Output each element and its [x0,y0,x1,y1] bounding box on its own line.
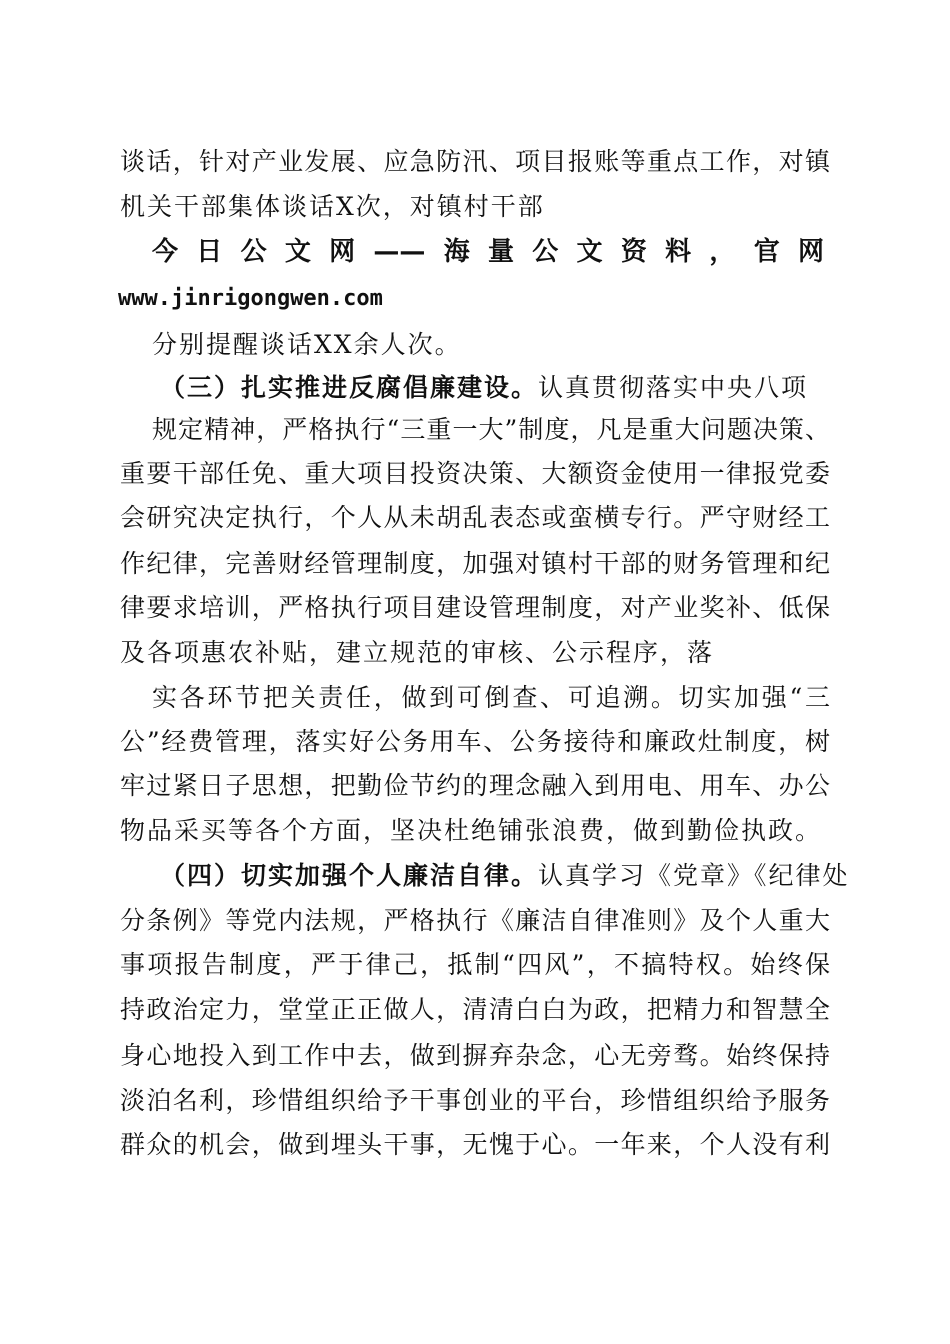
section-3-continuation-line: 公”经费管理，落实好公务用车、公务接待和廉政灶制度，树 [120,727,830,756]
section-3-line: 会研究决定执行，个人从未胡乱表态或蛮横专行。严守财经工 [120,503,830,532]
section-4-line: 事项报告制度，严于律己，抵制“四风”，不搞特权。始终保 [120,950,830,979]
section-3-line: 重要干部任免、重大项目投资决策、大额资金使用一律报党委 [120,459,830,488]
watermark-banner: 今日公文网——海量公文资料，官网 [152,237,824,267]
watermark-url: www.jinrigongwen.com [118,286,383,311]
section-3-continuation-line: 牢过紧日子思想，把勤俭节约的理念融入到用电、用车、办公 [120,771,830,800]
paragraph-1-line-1: 谈话，针对产业发展、应急防汛、项目报账等重点工作，对镇 [120,147,830,176]
section-3-continuation-line: 实各环节把关责任，做到可倒查、可追溯。切实加强“三 [152,683,830,712]
section-4-line: 持政治定力，堂堂正正做人，清清白白为政，把精力和智慧全 [120,995,830,1024]
section-4-heading-rest: 认真学习《党章》《纪律处 [538,861,850,890]
section-3-line: 及各项惠农补贴，建立规范的审核、公示程序，落 [120,638,715,667]
section-3-continuation-line: 物品采买等各个方面，坚决杜绝铺张浪费，做到勤俭执政。 [120,816,823,845]
section-4-line: 身心地投入到工作中去，做到摒弃杂念，心无旁骛。始终保持 [120,1041,830,1070]
section-4-line: 分条例》等党内法规，严格执行《廉洁自律准则》及个人重大 [120,906,830,935]
paragraph-2-line-1: 分别提醒谈话XX余人次。 [152,330,462,359]
paragraph-1-line-2: 机关干部集体谈话X次，对镇村干部 [120,192,545,221]
section-4-heading-line [160,861,850,891]
section-4-heading: （四）切实加强个人廉洁自律。 [160,861,539,890]
section-3-heading-rest: 认真贯彻落实中央八项 [538,373,809,402]
section-3-line: 律要求培训，严格执行项目建设管理制度，对产业奖补、低保 [120,593,830,622]
section-4-line: 淡泊名利，珍惜组织给予干事创业的平台，珍惜组织给予服务 [120,1086,830,1115]
section-3-heading-line [160,373,830,403]
section-3-heading: （三）扎实推进反腐倡廉建设。 [160,373,539,402]
section-3-line: 规定精神，严格执行“三重一大”制度，凡是重大问题决策、 [152,415,830,444]
section-4-line: 群众的机会，做到埋头干事，无愧于心。一年来，个人没有利 [120,1130,830,1159]
section-3-line: 作纪律，完善财经管理制度，加强对镇村干部的财务管理和纪 [120,549,830,578]
